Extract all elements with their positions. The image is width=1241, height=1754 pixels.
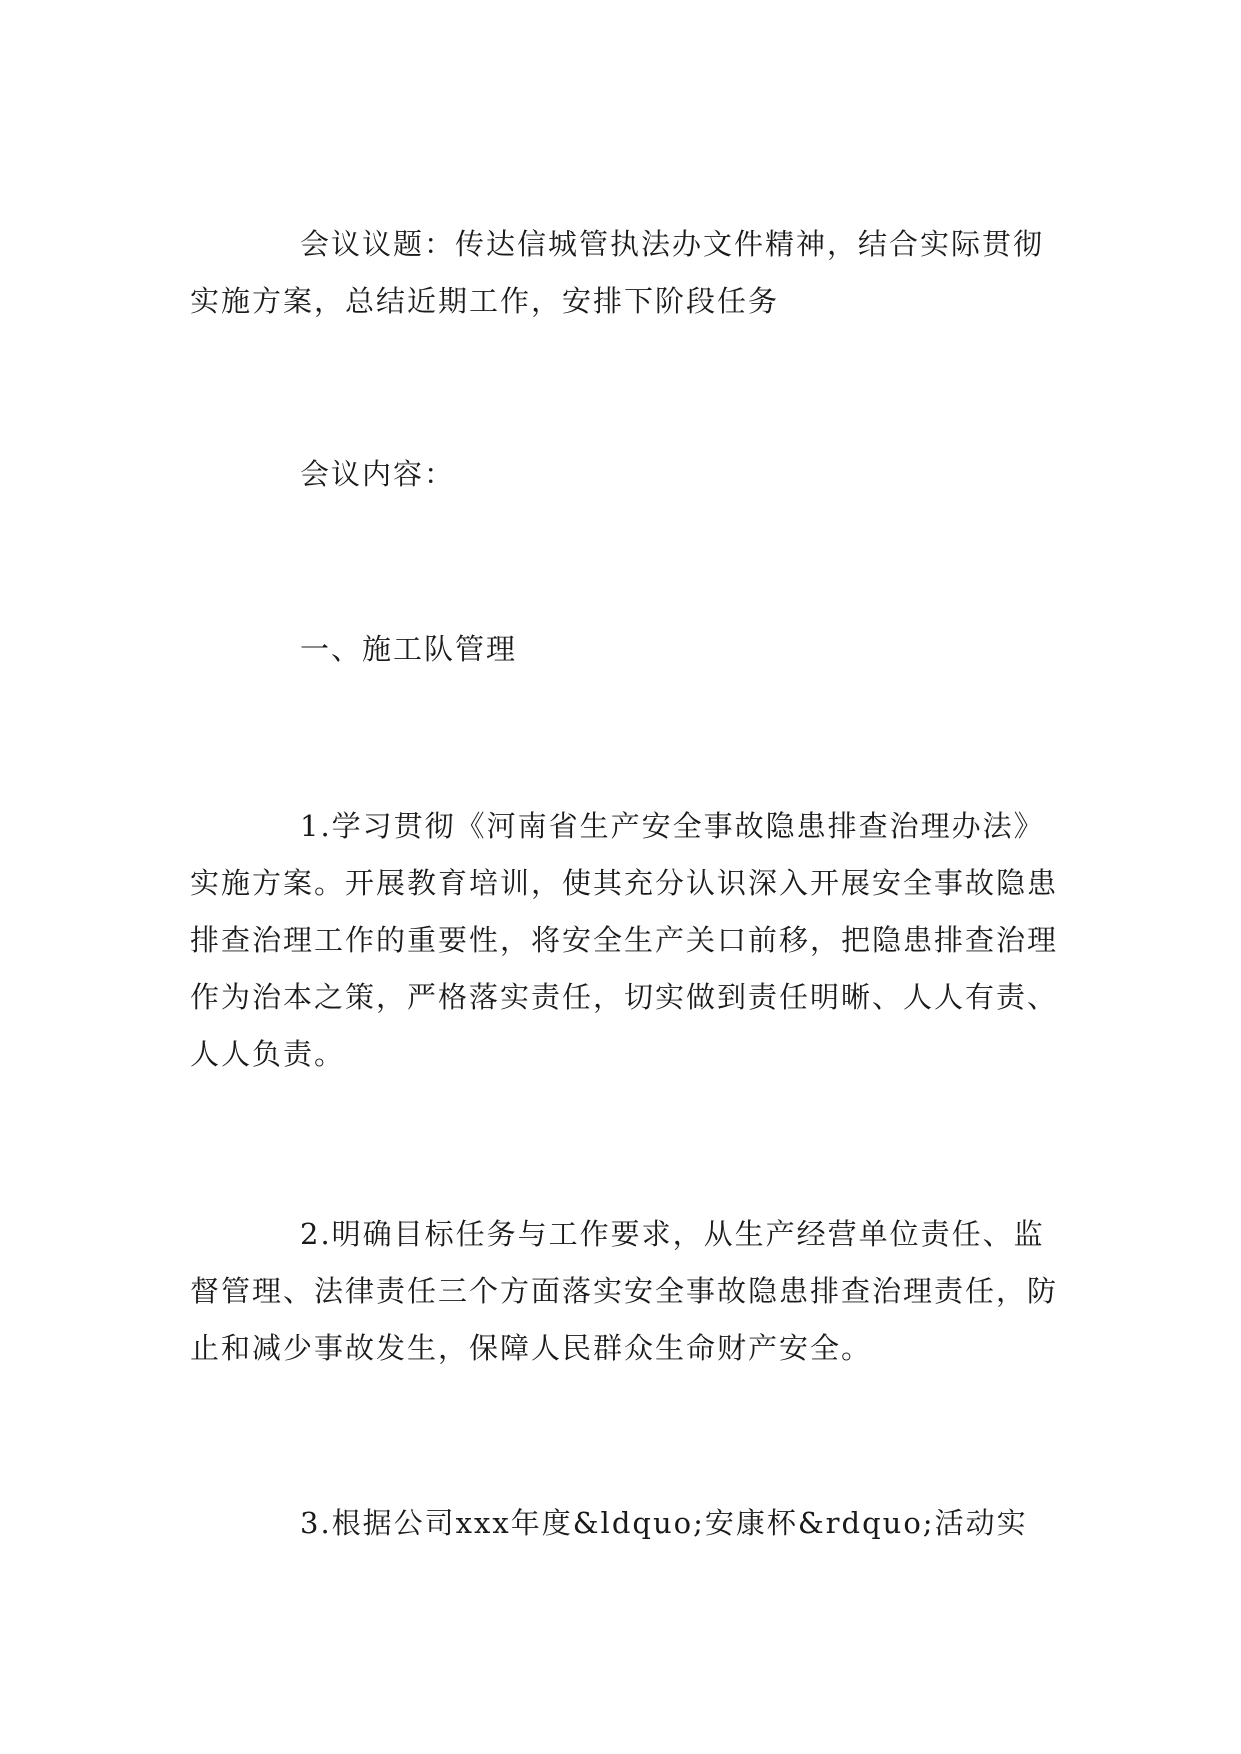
meeting-content-heading: 会议内容： [300,457,456,491]
meeting-topic-paragraph: 会议议题：传达信城管执法办文件精神，结合实际贯彻实施方案，总结近期工作，安排下阶段任务 [190,227,1045,318]
item-1-paragraph: 1.学习贯彻《河南省生产安全事故隐患排查治理办法》实施方案。开展教育培训，使其充分认识深入开展安全事故隐患排查治理工作的重要性，将安全生产关口前移，把隐患排查治理作为治本之策，严格落实责任，切实做到责任明晰、人人有责、人人负责。 [190,809,1059,1071]
item-3-paragraph: 3.根据公司xxx年度&ldquo;安康杯&rdquo;活动实 [300,1506,1028,1540]
item-2-paragraph: 2.明确目标任务与工作要求，从生产经营单位责任、监督管理、法律责任三个方面落实安全事故隐患排查治理责任，防止和减少事故发生，保障人民群众生命财产安全。 [190,1217,1059,1365]
section-heading-construction-team: 一、施工队管理 [300,632,518,666]
